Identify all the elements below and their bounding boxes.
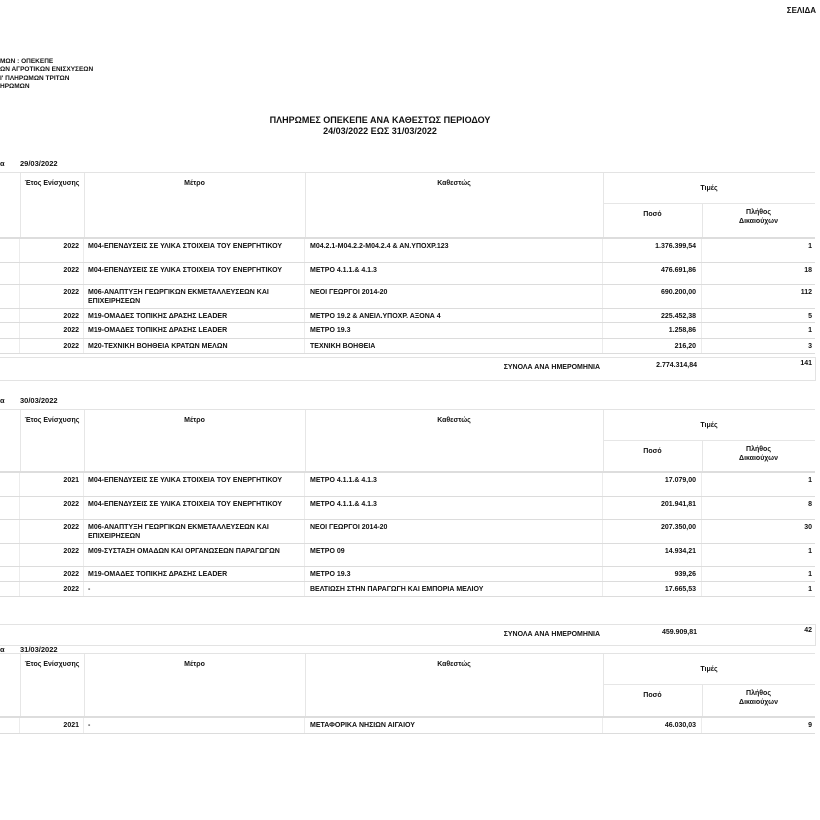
header-metro-text: Μέτρο [184, 180, 205, 187]
row-blank [0, 323, 20, 338]
header-metro [84, 410, 306, 471]
cell-poso: 201.941,81 [603, 497, 702, 520]
header-kathestos [305, 173, 604, 237]
table-row [0, 263, 815, 286]
date-label: α [0, 159, 5, 168]
row-blank [0, 567, 20, 581]
header-kathestos-text: Καθεστώς [437, 417, 471, 424]
cell-metro: - [84, 582, 305, 597]
cell-kathestos: ΜΕΤΡΟ 19.3 [305, 323, 603, 338]
cell-plithos: 112 [800, 289, 812, 296]
totals-amount: 459.909,81 [661, 629, 697, 636]
cell-kathestos: ΤΕΧΝΙΚΗ ΒΟΗΘΕΙΑ [305, 339, 603, 354]
header-poso [603, 440, 703, 471]
header-year [20, 173, 85, 237]
header-metro-text: Μέτρο [184, 417, 205, 424]
page-label: ΣΕΛΙΔΑ [786, 6, 816, 15]
header-kathestos-text: Καθεστώς [437, 661, 471, 668]
header-poso-text: Ποσό [643, 211, 662, 218]
table-row [0, 285, 815, 309]
cell-kathestos: ΜΕΤΡΟ 4.1.1.& 4.1.3 [305, 497, 603, 520]
cell-poso: 17.665,53 [603, 582, 702, 597]
row-blank [0, 582, 20, 597]
table-row [0, 582, 815, 598]
cell-poso: 939,26 [603, 567, 702, 581]
payments-table [0, 409, 815, 597]
cell-plithos: 1 [808, 547, 812, 555]
cell-poso: 1.258,86 [603, 323, 702, 338]
header-poso [603, 203, 703, 237]
cell-kathestos: ΜΕΤΑΦΟΡΙΚΑ ΝΗΣΙΩΝ ΑΙΓΑΙΟΥ [305, 718, 603, 733]
header-plithos [702, 203, 815, 237]
cell-poso: 1.376.399,54 [603, 239, 702, 262]
cell-plithos: 5 [808, 312, 812, 320]
header-times [603, 173, 815, 204]
cell-year: 2022 [20, 497, 84, 520]
cell-metro: Μ06-ΑΝΑΠΤΥΞΗ ΓΕΩΡΓΙΚΩΝ ΕΚΜΕΤΑΛΛΕΥΣΕΩΝ ΚΑΙ ΕΠΙΧΕΙΡΗΣΕΩΝ [84, 285, 305, 308]
cell-plithos: 1 [808, 327, 812, 334]
cell-plithos: 9 [808, 722, 812, 729]
cell-poso: 690.200,00 [603, 285, 702, 308]
totals-count: 42 [804, 627, 812, 634]
header-times-text: Τιμές [700, 422, 718, 429]
table-header [0, 173, 815, 239]
org-line: Ι' ΠΛΗΡΩΜΩΝ ΤΡΙΤΩΝ [0, 74, 70, 82]
table-header [0, 654, 815, 718]
cell-poso: 216,20 [603, 339, 702, 354]
table-row [0, 339, 815, 355]
organization-header [0, 58, 93, 91]
header-plithos [702, 684, 815, 716]
header-year [20, 654, 85, 716]
header-times [603, 410, 815, 441]
cell-kathestos: ΒΕΛΤΙΩΣΗ ΣΤΗΝ ΠΑΡΑΓΩΓΗ ΚΑΙ ΕΜΠΟΡΙΑ ΜΕΛΙΟΥ [305, 582, 603, 597]
cell-metro: - [84, 718, 305, 733]
table-row [0, 544, 815, 568]
header-blank [0, 410, 21, 471]
org-line: ΩΝ ΑΓΡΟΤΙΚΩΝ ΕΝΙΣΧΥΣΕΩΝ [0, 66, 94, 74]
header-year-text: Έτος Ενίσχυσης [24, 417, 80, 424]
cell-metro: Μ09-ΣΥΣΤΑΣΗ ΟΜΑΔΩΝ ΚΑΙ ΟΡΓΑΝΩΣΕΩΝ ΠΑΡΑΓΩΓΩΝ [84, 544, 305, 567]
cell-metro: Μ19-ΟΜΑΔΕΣ ΤΟΠΙΚΗΣ ΔΡΑΣΗΣ LEADER [84, 309, 305, 323]
cell-metro: Μ20-ΤΕΧΝΙΚΗ ΒΟΗΘΕΙΑ ΚΡΑΤΩΝ ΜΕΛΩΝ [84, 339, 305, 354]
cell-poso: 46.030,03 [603, 718, 702, 733]
cell-metro: Μ04-ΕΠΕΝΔΥΣΕΙΣ ΣΕ ΥΛΙΚΑ ΣΤΟΙΧΕΙΑ ΤΟΥ ΕΝΕΡΓΗΤΙΚΟΥ [84, 473, 305, 496]
row-blank [0, 263, 20, 285]
cell-plithos: 18 [804, 266, 812, 274]
table-row [0, 718, 815, 734]
header-kathestos [305, 410, 604, 471]
header-poso-text: Ποσό [643, 692, 662, 699]
cell-kathestos: ΜΕΤΡΟ 09 [305, 544, 603, 567]
header-year-text: Έτος Ενίσχυσης [24, 661, 80, 668]
row-blank [0, 544, 20, 567]
cell-kathestos: ΜΕΤΡΟ 19.3 [305, 567, 603, 581]
totals-row [0, 357, 816, 381]
cell-year: 2022 [20, 544, 84, 567]
cell-year: 2022 [20, 239, 84, 262]
row-blank [0, 718, 20, 733]
header-year [20, 410, 85, 471]
cell-year: 2022 [20, 285, 84, 308]
cell-poso: 476.691,86 [603, 263, 702, 285]
cell-year: 2022 [20, 263, 84, 285]
cell-poso: 17.079,00 [603, 473, 702, 496]
table-row [0, 323, 815, 339]
date-value: 31/03/2022 [20, 645, 58, 654]
row-blank [0, 309, 20, 323]
header-metro [84, 173, 306, 237]
table-row [0, 309, 815, 324]
header-metro [84, 654, 306, 716]
cell-metro: Μ04-ΕΠΕΝΔΥΣΕΙΣ ΣΕ ΥΛΙΚΑ ΣΤΟΙΧΕΙΑ ΤΟΥ ΕΝΕΡΓΗΤΙΚΟΥ [84, 497, 305, 520]
cell-plithos: 1 [808, 243, 812, 250]
row-blank [0, 497, 20, 520]
cell-metro: Μ06-ΑΝΑΠΤΥΞΗ ΓΕΩΡΓΙΚΩΝ ΕΚΜΕΤΑΛΛΕΥΣΕΩΝ ΚΑΙ ΕΠΙΧΕΙΡΗΣΕΩΝ [84, 520, 305, 543]
cell-plithos: 1 [808, 477, 812, 484]
cell-poso: 225.452,38 [603, 309, 702, 323]
header-metro-text: Μέτρο [184, 661, 205, 668]
header-blank [0, 654, 21, 716]
cell-metro: Μ19-ΟΜΑΔΕΣ ΤΟΠΙΚΗΣ ΔΡΑΣΗΣ LEADER [84, 323, 305, 338]
header-year-text: Έτος Ενίσχυσης [24, 180, 80, 187]
cell-year: 2022 [20, 323, 84, 338]
cell-plithos: 30 [804, 524, 812, 531]
cell-plithos: 3 [808, 342, 812, 350]
payments-table [0, 172, 815, 354]
header-plithos-text: Πλήθος Δικαιούχων [739, 209, 778, 225]
table-row [0, 520, 815, 544]
cell-kathestos: Μ04.2.1-Μ04.2.2-Μ04.2.4 & ΑΝ.ΥΠΟΧΡ.123 [305, 239, 603, 262]
org-line: ΗΡΩΜΩΝ [0, 82, 30, 90]
table-header [0, 410, 815, 473]
org-line: ΜΩΝ : ΟΠΕΚΕΠΕ [0, 58, 54, 65]
totals-label: ΣΥΝΟΛΑ ΑΝΑ ΗΜΕΡΟΜΗΝΙΑ [503, 364, 600, 371]
cell-poso: 14.934,21 [603, 544, 702, 567]
table-row [0, 239, 815, 263]
header-poso [603, 684, 703, 716]
totals-row [0, 624, 816, 646]
report-period: 24/03/2022 ΕΩΣ 31/03/2022 [323, 126, 437, 136]
header-blank [0, 173, 21, 237]
cell-metro: Μ04-ΕΠΕΝΔΥΣΕΙΣ ΣΕ ΥΛΙΚΑ ΣΤΟΙΧΕΙΑ ΤΟΥ ΕΝΕΡΓΗΤΙΚΟΥ [84, 239, 305, 262]
cell-kathestos: ΜΕΤΡΟ 4.1.1.& 4.1.3 [305, 263, 603, 285]
table-row [0, 567, 815, 582]
header-times-text: Τιμές [700, 185, 718, 192]
row-blank [0, 339, 20, 354]
cell-metro: Μ04-ΕΠΕΝΔΥΣΕΙΣ ΣΕ ΥΛΙΚΑ ΣΤΟΙΧΕΙΑ ΤΟΥ ΕΝΕΡΓΗΤΙΚΟΥ [84, 263, 305, 285]
section-date [0, 396, 200, 406]
row-blank [0, 285, 20, 308]
payments-table [0, 653, 815, 734]
section-date [0, 159, 200, 169]
cell-kathestos: ΜΕΤΡΟ 19.2 & ΑΝΕΙΛ.ΥΠΟΧΡ. ΑΞΟΝΑ 4 [305, 309, 603, 323]
cell-year: 2022 [20, 582, 84, 597]
totals-label: ΣΥΝΟΛΑ ΑΝΑ ΗΜΕΡΟΜΗΝΙΑ [503, 631, 600, 638]
header-kathestos [305, 654, 604, 716]
header-poso-text: Ποσό [643, 448, 662, 455]
date-label: α [0, 396, 5, 405]
cell-year: 2022 [20, 339, 84, 354]
date-label: α [0, 645, 5, 654]
date-value: 30/03/2022 [20, 396, 58, 405]
cell-year: 2022 [20, 309, 84, 323]
row-blank [0, 473, 20, 496]
cell-plithos: 1 [808, 571, 812, 578]
cell-plithos: 1 [808, 585, 812, 593]
cell-poso: 207.350,00 [603, 520, 702, 543]
row-blank [0, 239, 20, 262]
table-row [0, 473, 815, 497]
cell-kathestos: ΝΕΟΙ ΓΕΩΡΓΟΙ 2014-20 [305, 520, 603, 543]
report-title: ΠΛΗΡΩΜΕΣ ΟΠΕΚΕΠΕ ΑΝΑ ΚΑΘΕΣΤΩΣ ΠΕΡΙΟΔΟΥ [269, 115, 491, 125]
table-row [0, 497, 815, 521]
header-times-text: Τιμές [700, 666, 718, 673]
header-times [603, 654, 815, 685]
cell-year: 2022 [20, 520, 84, 543]
header-plithos-text: Πλήθος Δικαιούχων [739, 690, 778, 706]
cell-year: 2021 [20, 718, 84, 733]
totals-amount: 2.774.314,84 [656, 362, 697, 369]
cell-plithos: 8 [808, 500, 812, 508]
header-plithos-text: Πλήθος Δικαιούχων [739, 446, 778, 462]
cell-year: 2022 [20, 567, 84, 581]
totals-count: 141 [800, 360, 812, 367]
header-plithos [702, 440, 815, 471]
cell-year: 2021 [20, 473, 84, 496]
cell-metro: Μ19-ΟΜΑΔΕΣ ΤΟΠΙΚΗΣ ΔΡΑΣΗΣ LEADER [84, 567, 305, 581]
row-blank [0, 520, 20, 543]
header-kathestos-text: Καθεστώς [437, 180, 471, 187]
cell-kathestos: ΝΕΟΙ ΓΕΩΡΓΟΙ 2014-20 [305, 285, 603, 308]
cell-kathestos: ΜΕΤΡΟ 4.1.1.& 4.1.3 [305, 473, 603, 496]
date-value: 29/03/2022 [20, 159, 58, 168]
